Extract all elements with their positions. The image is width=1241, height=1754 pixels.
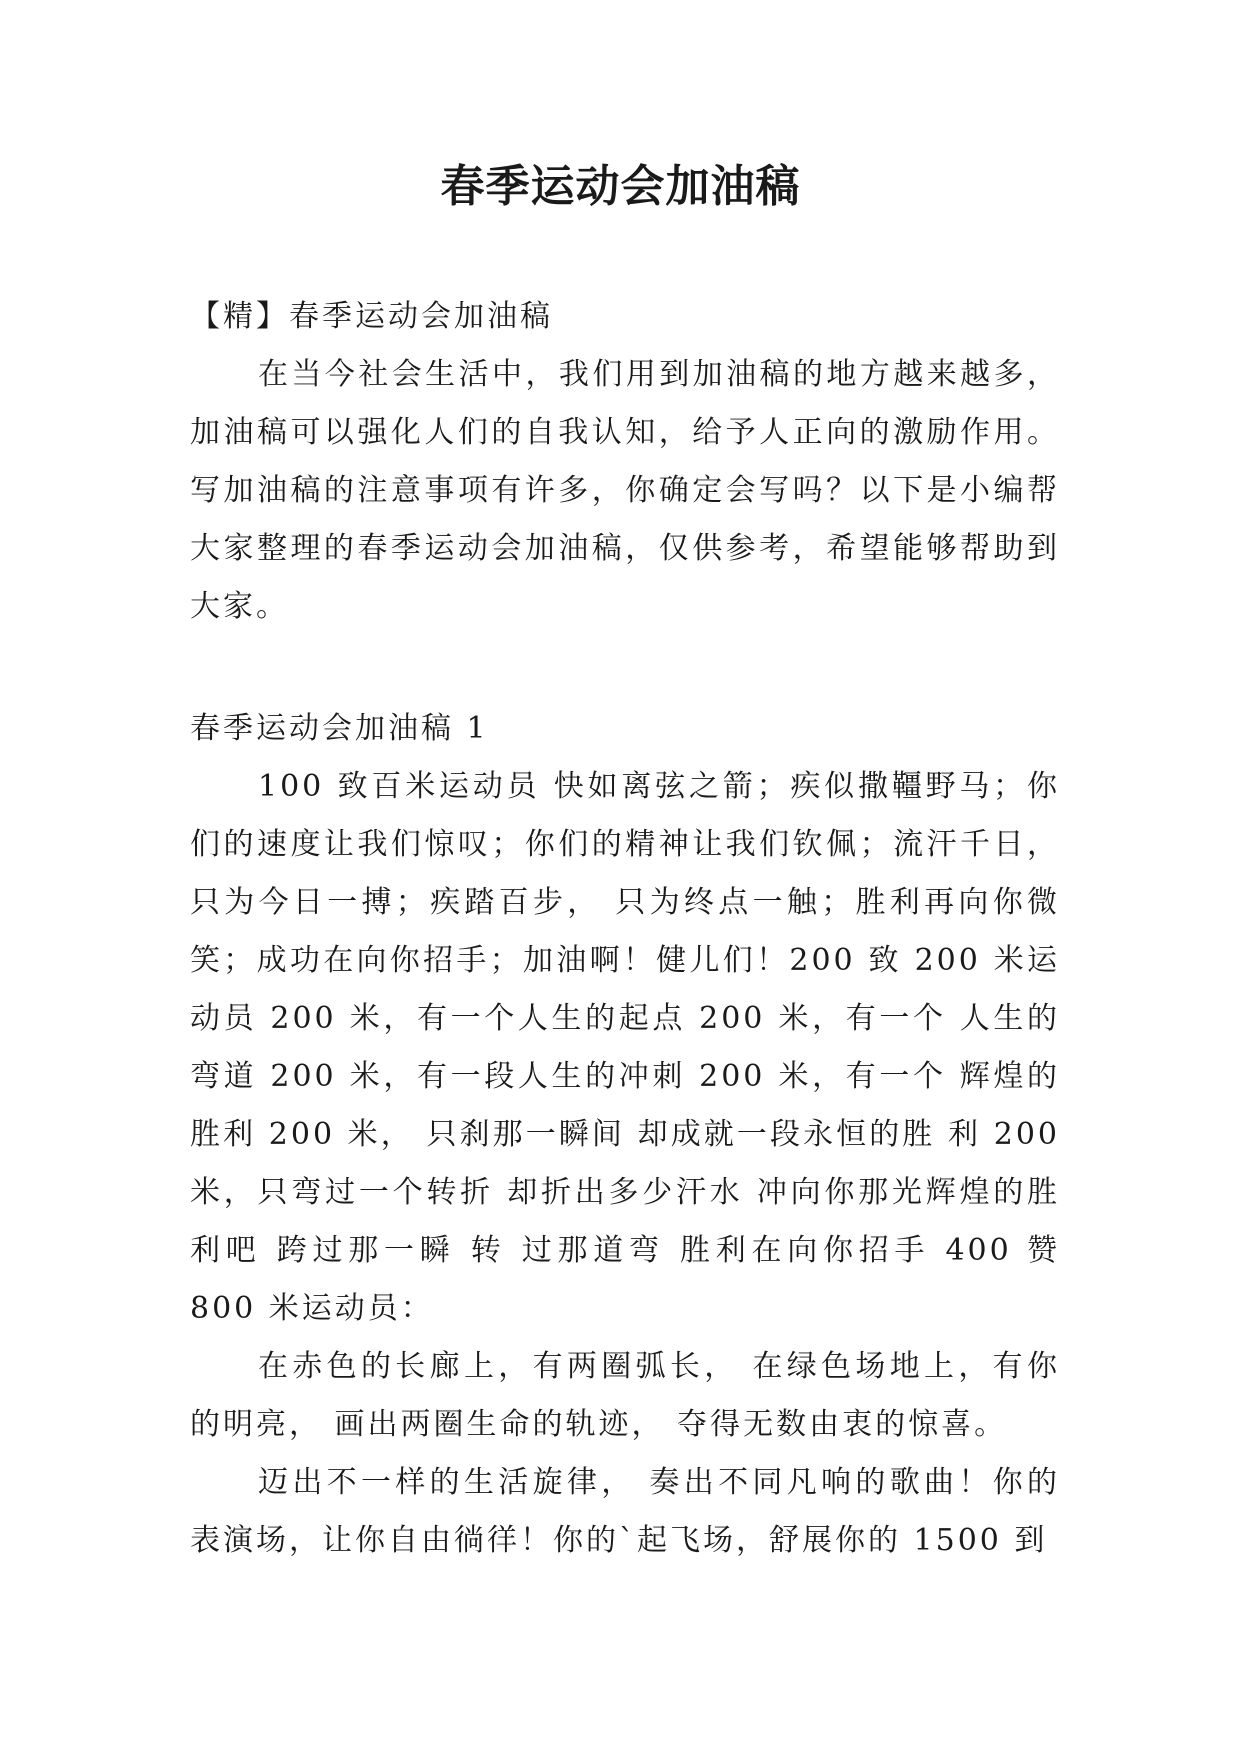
paragraph: 迈出不一样的生活旋律， 奏出不同凡响的歌曲！你的表演场，让你自由徜徉！你的`起飞场，舒展你的 1500 到 <box>190 1465 1060 1558</box>
section-title: 春季运动会加油稿 1 <box>190 711 489 746</box>
intro-heading: 【精】春季运动会加油稿 <box>190 299 553 334</box>
paragraph: 100 致百米运动员 快如离弦之箭；疾似撒韁野马；你们的速度让我们惊叹；你们的精神让我们钦佩；流汗千日，只为今日一搏；疾踏百步， 只为终点一触；胜利再向你微笑；成功在向你招手；加油啊！健儿们！200 致 200 米运动员 200 米，有一个人生的起点 200 米，有一个 人生的弯道 200 米，有一段人生的冲刺 200 米，有一个 辉煌的胜利 200 米， 只刹那一瞬间 却成就一段永恒的胜 利 200 米，只弯过一个转折 却折出多少汗水 冲向你那光辉煌的胜利吧 跨过那一瞬 转 过那道弯 胜利在向你招手 400 赞 800 米运动员： <box>190 769 1060 1326</box>
document-title: 春季运动会加油稿 <box>440 161 801 212</box>
section-1 <box>190 700 1060 1570</box>
intro-block <box>190 288 1060 636</box>
intro-paragraph: 在当今社会生活中，我们用到加油稿的地方越来越多，加油稿可以强化人们的自我认知，给予人正向的激励作用。写加油稿的注意事项有许多，你确定会写吗？以下是小编帮大家整理的春季运动会加油稿，仅供参考，希望能够帮助到大家。 <box>190 357 1060 624</box>
paragraph: 在赤色的长廊上，有两圈弧长， 在绿色场地上，有你的明亮， 画出两圈生命的轨迹， 夺得无数由衷的惊喜。 <box>190 1349 1060 1442</box>
